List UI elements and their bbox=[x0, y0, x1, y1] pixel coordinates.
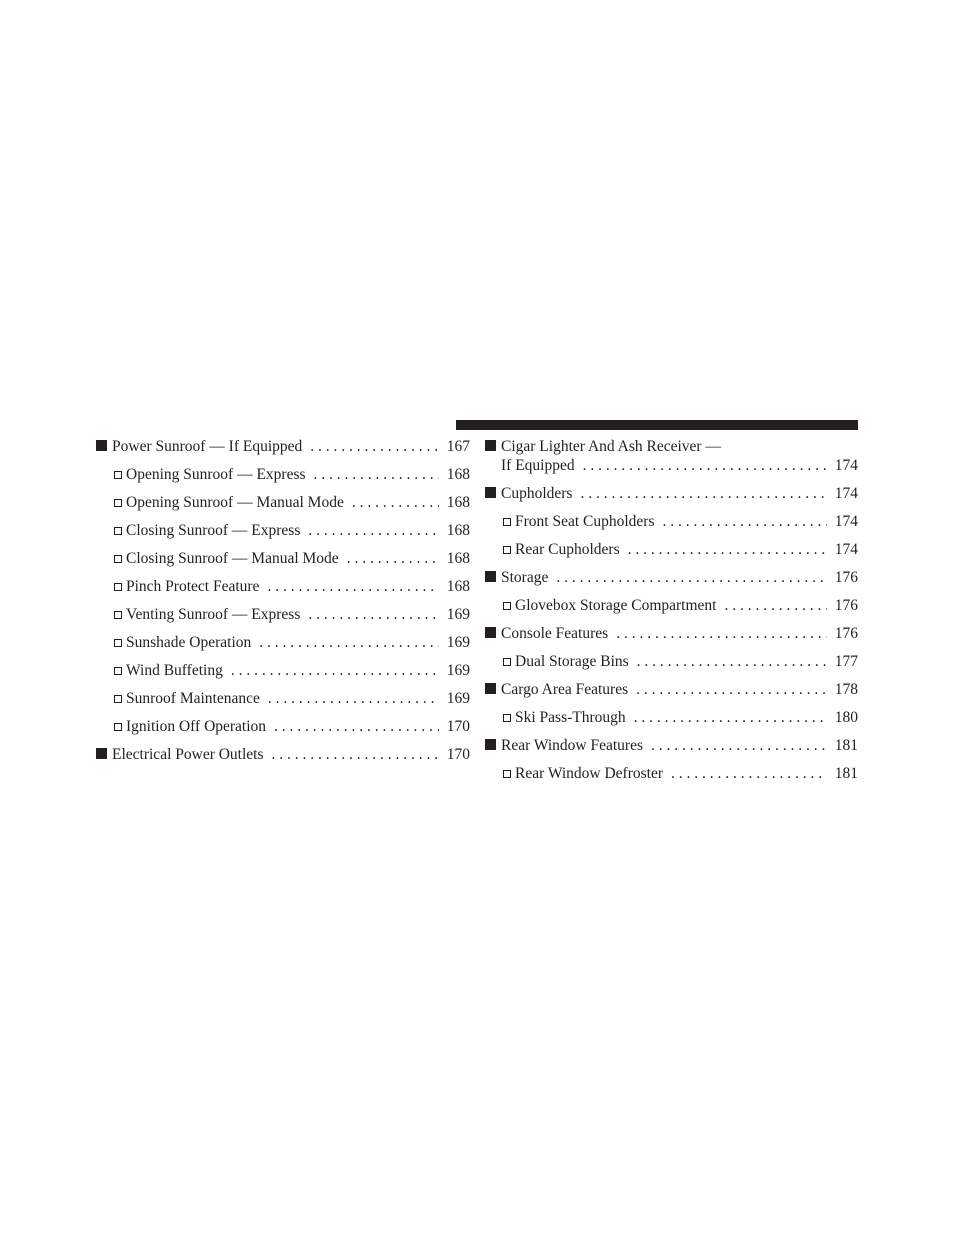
leader-dots bbox=[310, 437, 438, 456]
leader-dots bbox=[272, 745, 439, 764]
toc-page-number: 168 bbox=[446, 466, 470, 483]
toc-page-number: 168 bbox=[446, 494, 470, 511]
filled-square-bullet-icon bbox=[485, 440, 496, 451]
toc-entry[interactable] bbox=[485, 624, 858, 643]
toc-entry-label: Rear Window Features bbox=[501, 737, 643, 754]
leader-dots bbox=[347, 549, 439, 568]
hollow-square-bullet-icon bbox=[114, 639, 122, 647]
hollow-square-bullet-icon bbox=[114, 555, 122, 563]
toc-page-number: 168 bbox=[446, 550, 470, 567]
toc-page-number: 174 bbox=[834, 485, 858, 502]
toc-sub-entry[interactable] bbox=[485, 596, 858, 615]
toc-entry-label: Closing Sunroof — Manual Mode bbox=[126, 550, 339, 567]
leader-dots bbox=[259, 633, 438, 652]
toc-sub-entry[interactable] bbox=[96, 577, 470, 596]
toc-entry-label: Sunshade Operation bbox=[126, 634, 252, 651]
toc-entry-label: Dual Storage Bins bbox=[515, 653, 629, 670]
toc-page-number: 167 bbox=[446, 438, 470, 455]
filled-square-bullet-icon bbox=[485, 627, 496, 638]
toc-entry-label: Wind Buffeting bbox=[126, 662, 223, 679]
leader-dots bbox=[274, 717, 439, 736]
hollow-square-bullet-icon bbox=[114, 667, 122, 675]
toc-entry-label: Ski Pass-Through bbox=[515, 709, 626, 726]
toc-entry-label: Cigar Lighter And Ash Receiver — bbox=[501, 438, 721, 455]
toc-page-number: 178 bbox=[834, 681, 858, 698]
toc-sub-entry[interactable] bbox=[485, 764, 858, 783]
toc-entry-label: Sunroof Maintenance bbox=[126, 690, 260, 707]
toc-entry[interactable] bbox=[485, 484, 858, 503]
toc-page-number: 177 bbox=[834, 653, 858, 670]
leader-dots bbox=[724, 596, 826, 615]
filled-square-bullet-icon bbox=[485, 571, 496, 582]
leader-dots bbox=[314, 465, 439, 484]
hollow-square-bullet-icon bbox=[503, 546, 511, 554]
leader-dots bbox=[637, 652, 827, 671]
filled-square-bullet-icon bbox=[485, 683, 496, 694]
toc-entry[interactable] bbox=[485, 736, 858, 755]
leader-dots bbox=[634, 708, 827, 727]
toc-entry-label: Opening Sunroof — Manual Mode bbox=[126, 494, 344, 511]
leader-dots bbox=[308, 521, 438, 540]
toc-sub-entry[interactable] bbox=[485, 708, 858, 727]
toc-entry-label: Closing Sunroof — Express bbox=[126, 522, 301, 539]
toc-page-number: 169 bbox=[446, 690, 470, 707]
toc-page-number: 174 bbox=[834, 541, 858, 558]
toc-entry-label: Cupholders bbox=[501, 485, 573, 502]
leader-dots bbox=[663, 512, 827, 531]
toc-page-number: 180 bbox=[834, 709, 858, 726]
toc-page-number: 176 bbox=[834, 569, 858, 586]
toc-entry-label: Ignition Off Operation bbox=[126, 718, 267, 735]
leader-dots bbox=[556, 568, 826, 587]
toc-entry-label: Pinch Protect Feature bbox=[126, 578, 260, 595]
toc-sub-entry[interactable] bbox=[485, 652, 858, 671]
toc-entry-label: Power Sunroof — If Equipped bbox=[112, 438, 303, 455]
leader-dots bbox=[636, 680, 827, 699]
toc-entry-label: Storage bbox=[501, 569, 549, 586]
toc-page-number: 168 bbox=[446, 578, 470, 595]
toc-sub-entry[interactable] bbox=[96, 605, 470, 624]
toc-sub-entry[interactable] bbox=[96, 549, 470, 568]
hollow-square-bullet-icon bbox=[114, 583, 122, 591]
hollow-square-bullet-icon bbox=[114, 499, 122, 507]
toc-page-number: 174 bbox=[834, 457, 858, 474]
toc-page-number: 170 bbox=[446, 746, 470, 763]
toc-entry[interactable] bbox=[485, 437, 858, 475]
hollow-square-bullet-icon bbox=[503, 658, 511, 666]
leader-dots bbox=[583, 456, 827, 475]
toc-page-number: 181 bbox=[834, 765, 858, 782]
hollow-square-bullet-icon bbox=[114, 695, 122, 703]
toc-entry[interactable] bbox=[96, 437, 470, 456]
section-header-bar bbox=[456, 420, 858, 430]
filled-square-bullet-icon bbox=[485, 739, 496, 750]
filled-square-bullet-icon bbox=[96, 440, 107, 451]
leader-dots bbox=[580, 484, 826, 503]
toc-sub-entry[interactable] bbox=[96, 689, 470, 708]
toc-entry-label: Rear Cupholders bbox=[515, 541, 620, 558]
leader-dots bbox=[616, 624, 827, 643]
toc-page-number: 170 bbox=[446, 718, 470, 735]
toc-right-column bbox=[485, 437, 858, 792]
toc-entry[interactable] bbox=[485, 680, 858, 699]
toc-entry-label: Glovebox Storage Compartment bbox=[515, 597, 717, 614]
toc-sub-entry[interactable] bbox=[96, 521, 470, 540]
toc-sub-entry[interactable] bbox=[485, 512, 858, 531]
toc-sub-entry[interactable] bbox=[485, 540, 858, 559]
toc-left-column bbox=[96, 437, 470, 773]
leader-dots bbox=[268, 689, 439, 708]
toc-entry-label: Front Seat Cupholders bbox=[515, 513, 655, 530]
toc-sub-entry[interactable] bbox=[96, 661, 470, 680]
leader-dots bbox=[231, 661, 439, 680]
leader-dots bbox=[671, 764, 827, 783]
toc-entry-label-continued: If Equipped bbox=[501, 457, 575, 474]
hollow-square-bullet-icon bbox=[503, 770, 511, 778]
hollow-square-bullet-icon bbox=[114, 611, 122, 619]
leader-dots bbox=[267, 577, 438, 596]
toc-page-number: 169 bbox=[446, 634, 470, 651]
toc-page-number: 176 bbox=[834, 625, 858, 642]
toc-entry-label: Venting Sunroof — Express bbox=[126, 606, 301, 623]
hollow-square-bullet-icon bbox=[114, 471, 122, 479]
toc-sub-entry[interactable] bbox=[96, 633, 470, 652]
filled-square-bullet-icon bbox=[96, 748, 107, 759]
toc-sub-entry[interactable] bbox=[96, 493, 470, 512]
leader-dots bbox=[352, 493, 439, 512]
leader-dots bbox=[651, 736, 827, 755]
hollow-square-bullet-icon bbox=[114, 723, 122, 731]
toc-entry-label: Electrical Power Outlets bbox=[112, 746, 264, 763]
hollow-square-bullet-icon bbox=[503, 602, 511, 610]
toc-page-number: 169 bbox=[446, 606, 470, 623]
hollow-square-bullet-icon bbox=[503, 518, 511, 526]
toc-entry[interactable] bbox=[96, 745, 470, 764]
toc-entry-label: Opening Sunroof — Express bbox=[126, 466, 306, 483]
toc-entry-label: Cargo Area Features bbox=[501, 681, 629, 698]
toc-sub-entry[interactable] bbox=[96, 465, 470, 484]
leader-dots bbox=[308, 605, 438, 624]
filled-square-bullet-icon bbox=[485, 487, 496, 498]
toc-entry-label: Console Features bbox=[501, 625, 609, 642]
toc-entry[interactable] bbox=[485, 568, 858, 587]
leader-dots bbox=[628, 540, 827, 559]
toc-page-number: 181 bbox=[834, 737, 858, 754]
hollow-square-bullet-icon bbox=[503, 714, 511, 722]
toc-page-number: 174 bbox=[834, 513, 858, 530]
toc-page-number: 169 bbox=[446, 662, 470, 679]
toc-page-number: 168 bbox=[446, 522, 470, 539]
hollow-square-bullet-icon bbox=[114, 527, 122, 535]
toc-page-number: 176 bbox=[834, 597, 858, 614]
toc-entry-label: Rear Window Defroster bbox=[515, 765, 664, 782]
toc-sub-entry[interactable] bbox=[96, 717, 470, 736]
